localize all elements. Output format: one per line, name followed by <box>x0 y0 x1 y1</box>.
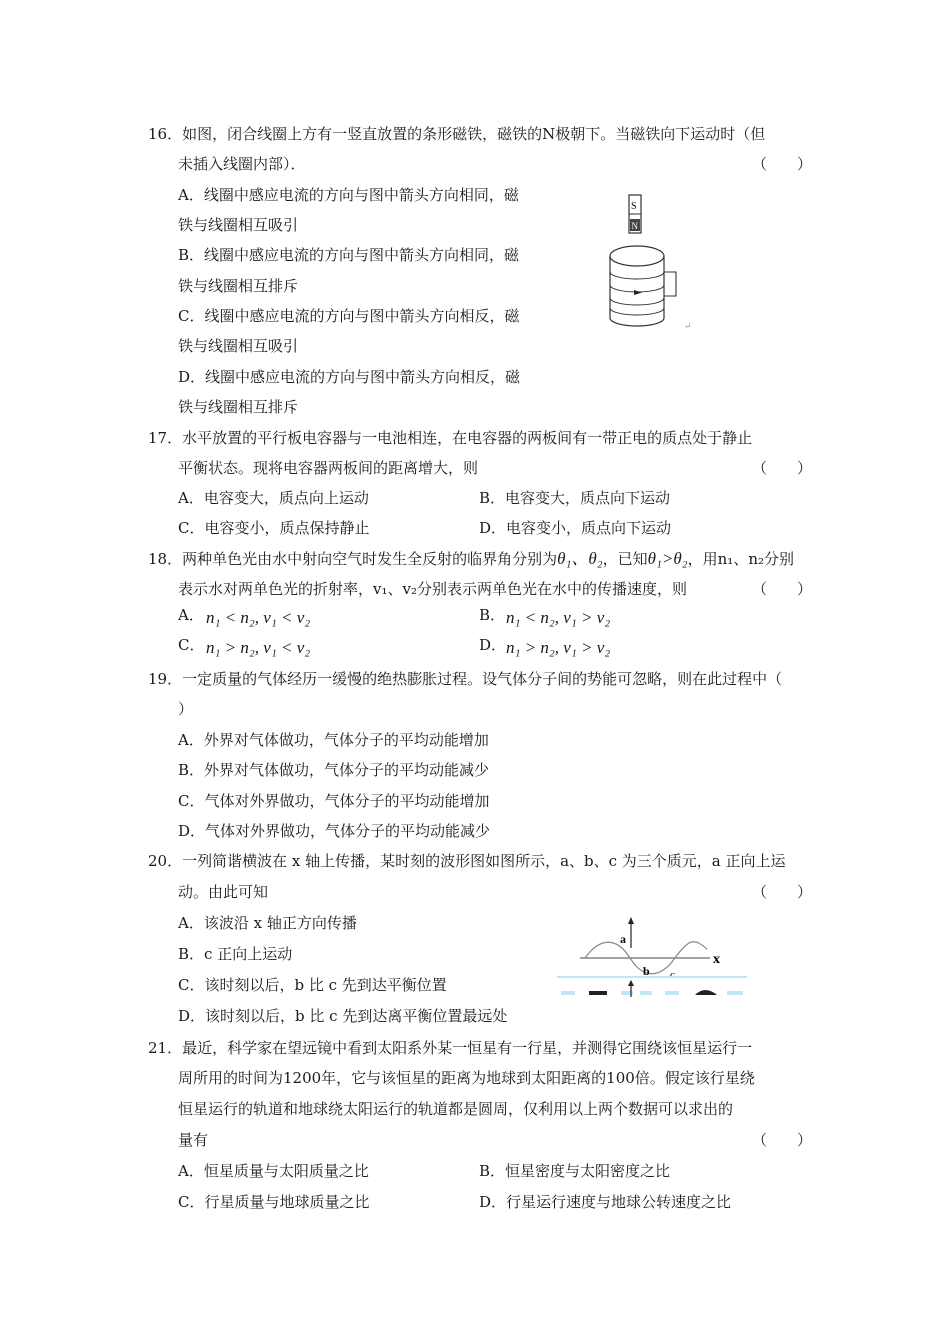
q21-answer-paren: （ ） <box>752 1131 813 1149</box>
q17-option-b: B．电容变大，质点向下运动 <box>479 489 671 507</box>
q18-answer-paren: （ ） <box>752 580 813 598</box>
magnet-n-label: N <box>631 221 638 231</box>
q19-stem-line1: 19．一定质量的气体经历一缓慢的绝热膨胀过程。设气体分子间的势能可忽略，则在此过程中（ <box>148 670 783 688</box>
q20-wave-figure <box>555 915 750 1000</box>
q16-option-c-line1: C．线圈中感应电流的方向与图中箭头方向相反，磁 <box>178 307 520 325</box>
q19-option-a: A．外界对气体做功，气体分子的平均动能增加 <box>178 731 489 749</box>
q21-stem-line4: 量有 <box>178 1131 209 1149</box>
q21-stem-line1: 21．最近，科学家在望远镜中看到太阳系外某一恒星有一行星，并测得它围绕该恒星运行一 <box>148 1039 753 1057</box>
q16-option-a-line2: 铁与线圈相互吸引 <box>178 216 299 234</box>
q16-option-b-line2: 铁与线圈相互排斥 <box>178 277 299 295</box>
q16-stem-line2: 未插入线圈内部）． <box>178 155 306 173</box>
q21-stem-line2: 周所用的时间为1200年，它与该恒星的距离为地球到太阳距离的100倍。假定该行星绕 <box>178 1069 755 1087</box>
q18-option-a-label: A． <box>178 606 204 624</box>
q21-option-c: C．行星质量与地球质量之比 <box>178 1193 370 1211</box>
q19-option-d: D．气体对外界做功，气体分子的平均动能减少 <box>178 822 491 840</box>
q21-option-b: B．恒星密度与太阳密度之比 <box>479 1162 671 1180</box>
q16-option-b-line1: B．线圈中感应电流的方向与图中箭头方向相同，磁 <box>178 246 520 264</box>
q18-option-b: n₁ < n₂, v₁ > v₂ <box>506 608 611 627</box>
point-a-label: a <box>620 932 626 946</box>
q18-stem-line1 <box>148 549 794 569</box>
q17-stem-line2: 平衡状态。现将电容器两板间的距离增大，则 <box>178 459 479 477</box>
coil <box>610 246 676 326</box>
q19-option-b: B．外界对气体做功，气体分子的平均动能减少 <box>178 761 490 779</box>
x-axis-label: x <box>713 952 720 967</box>
magnet-s-label: S <box>631 201 637 212</box>
q19-option-c: C．气体对外界做功，气体分子的平均动能增加 <box>178 792 490 810</box>
q18-option-c: n₁ > n₂, v₁ < v₂ <box>206 638 311 657</box>
q20-stem-line2: 动。由此可知 <box>178 883 269 901</box>
q18-option-d-label: D． <box>479 636 507 654</box>
q17-answer-paren: （ ） <box>752 459 813 477</box>
q16-answer-paren: （ ） <box>752 155 813 173</box>
q16-magnet-coil-figure <box>600 192 700 332</box>
current-arrow-icon <box>634 290 642 295</box>
q20-option-c: C．该时刻以后，b 比 c 先到达平衡位置 <box>178 976 447 994</box>
point-c-label: c <box>670 969 675 981</box>
theta-relation: θ₁>θ₂ <box>647 549 688 568</box>
q18-stem-part1: 18．两种单色光由水中射向空气时发生全反射的临界角分别为 <box>148 550 558 568</box>
q18-stem-line2: 表示水对两单色光的折射率，v₁、v₂分别表示两单色光在水中的传播速度，则 <box>178 580 687 598</box>
q20-option-a: A．该波沿 x 轴正方向传播 <box>178 914 357 932</box>
q17-option-d: D．电容变小，质点向下运动 <box>479 519 672 537</box>
q18-option-b-label: B． <box>479 606 506 624</box>
q16-option-d-line1: D．线圈中感应电流的方向与图中箭头方向相反，磁 <box>178 368 521 386</box>
q21-option-d: D．行星运行速度与地球公转速度之比 <box>479 1193 732 1211</box>
q21-stem-line3: 恒星运行的轨道和地球绕太阳运行的轨道都是圆周，仅利用以上两个数据可以求出的 <box>178 1100 734 1118</box>
return-mark: ↵ <box>684 322 692 332</box>
q18-option-a: n₁ < n₂, v₁ < v₂ <box>206 608 311 627</box>
q17-option-a: A．电容变大，质点向上运动 <box>178 489 369 507</box>
q16-stem-line1: 16．如图，闭合线圈上方有一竖直放置的条形磁铁，磁铁的N极朝下。当磁铁向下运动时（但 <box>148 125 766 143</box>
artifact-dashes <box>561 980 743 997</box>
q16-option-c-line2: 铁与线圈相互吸引 <box>178 337 299 355</box>
q17-stem-line1: 17．水平放置的平行板电容器与一电池相连，在电容器的两板间有一带正电的质点处于静止 <box>148 429 753 447</box>
q21-option-a: A．恒星质量与太阳质量之比 <box>178 1162 369 1180</box>
q18-option-c-label: C． <box>178 636 205 654</box>
q20-stem-line1: 20．一列简谐横波在 x 轴上传播，某时刻的波形图如图所示，a、b、c 为三个质元，a 正向上运 <box>148 852 786 870</box>
q17-option-c: C．电容变小，质点保持静止 <box>178 519 370 537</box>
q20-answer-paren: （ ） <box>752 883 813 901</box>
q16-option-a-line1: A．线圈中感应电流的方向与图中箭头方向相同，磁 <box>178 186 519 204</box>
q18-stem-part2: ，已知 <box>602 550 648 568</box>
theta-pair: θ₁、θ₂ <box>557 549 603 568</box>
q19-stem-line2: ） <box>178 700 194 718</box>
q20-option-d: D．该时刻以后，b 比 c 先到达离平衡位置最远处 <box>178 1007 508 1025</box>
point-b-label: b <box>643 964 650 978</box>
q18-stem-part3: ，用n₁、n₂分别 <box>687 550 794 568</box>
a-velocity-arrow-icon <box>628 917 634 924</box>
q16-option-d-line2: 铁与线圈相互排斥 <box>178 398 299 416</box>
q20-option-b: B．c 正向上运动 <box>178 945 293 963</box>
q18-option-d: n₁ > n₂, v₁ > v₂ <box>506 638 611 657</box>
